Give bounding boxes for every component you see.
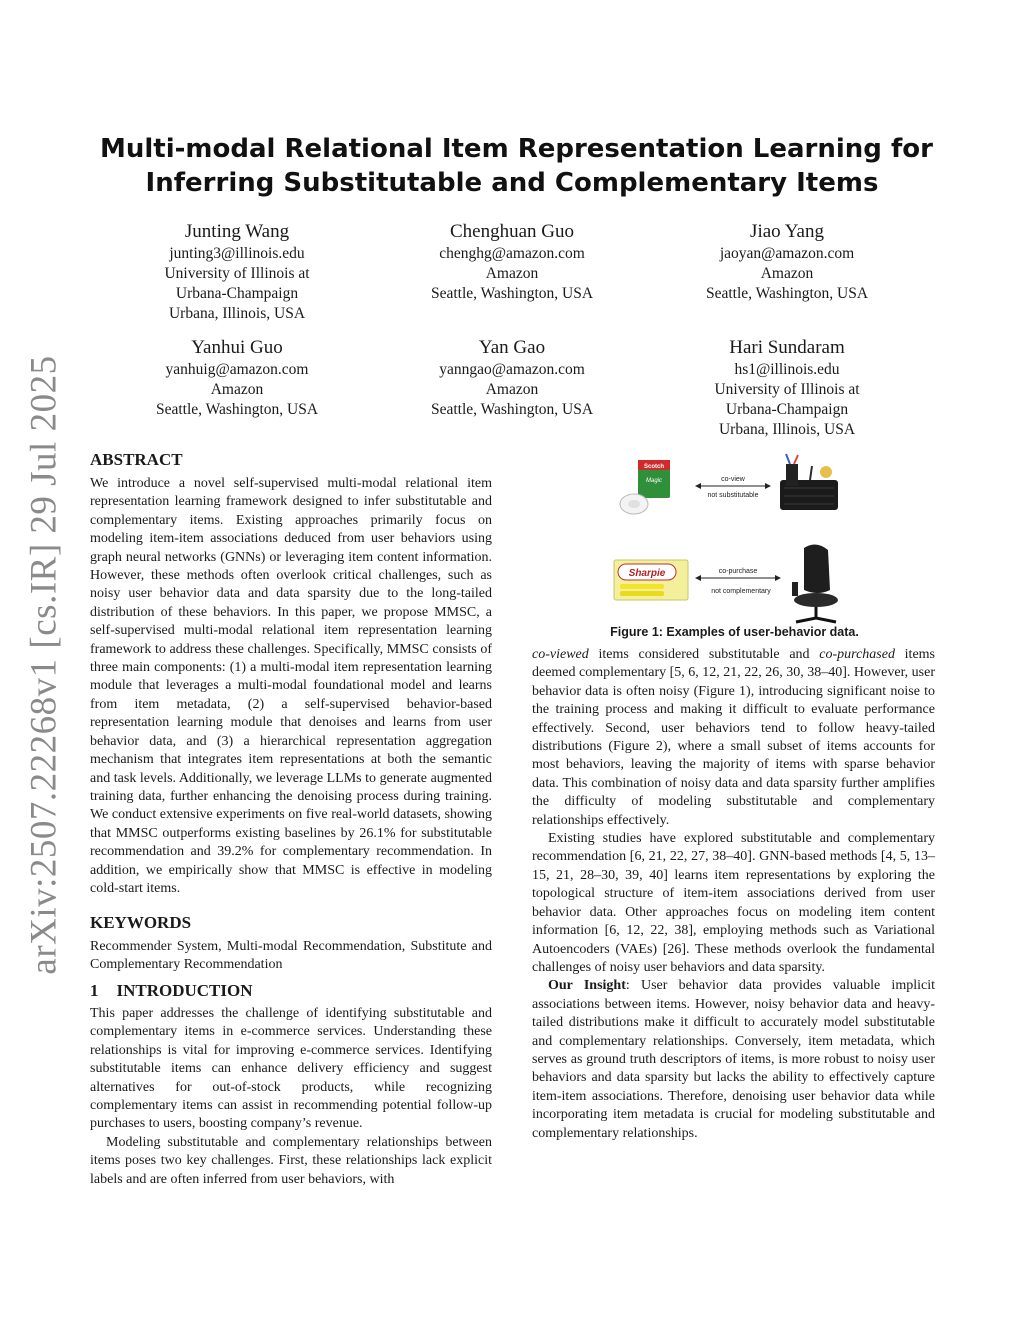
paragraph-text: : User behavior data provides valuable implicit associations between items. However, noisy behavior data and heavy-tailed distributions make it difficult to accurately model substitutable and complementary relationships. Conversely, item metadata, which serves as ground truth descriptors of items, is more robust to noisy user behaviors and data sparsity but lacks the ability to effectively capture item-item associations. Therefore, denoising user behavior data while incorporating item metadata is crucial for modeling substitutable and complementary relationships.	[532, 978, 935, 1141]
abstract-paragraph: We introduce a novel self-supervised multi-modal relational item representation learning framework designed to infer substitutable and complementary items. Existing approaches primarily focus on modeling item-item associations deduced from user behaviors using graph neural networks (GNNs) or leveraging item content information. However, these methods often overlook critical challenges, such as noisy user behavior data and data sparsity due to the long-tailed distribution of these behaviors. In this paper, we propose MMSC, a self-supervised multi-modal relational item representation learning framework to address these challenges. Specifically, MMSC consists of three main components: (1) a multi-modal item representation learning module that leverages a multi-modal foundational model and learns from item metadata, (2) a self-supervised behavior-based representation learning module that denoises and learns from user behavior data, and (3) a hierarchical representation aggregation mechanism that integrates item representations at both the semantic and task levels. Additionally, we leverage LLMs to generate augmented training data, further enhancing the denoising process during training. We conduct extensive experiments on five real-world datasets, showing that MMSC outperforms existing baselines by 26.1% for substitutable recommendation and 39.2% for complementary recommendation. In addition, we empirically show that MMSC is effective in modeling cold-start items.	[90, 476, 492, 896]
paragraph-text: items considered substitutable and	[588, 647, 820, 662]
not-complementary-label: not complementary	[711, 588, 771, 595]
right-column-text	[532, 646, 935, 1143]
author-affiliation: Amazon	[210, 381, 264, 398]
intro-paragraph-1: This paper addresses the challenge of identifying substitutable and complementary items in e-commerce services. Understanding these relationships is vital for improving e-commerce services. Identifying substitutable items can enhance delivery efficiency and suggest alternatives for out-of-stock products, while recognizing complementary items can assist in recommending potential follow-up purchases to users, boosting company’s revenue.	[90, 1006, 492, 1132]
author-affiliation: Amazon	[485, 381, 539, 398]
author-block	[382, 221, 642, 304]
figure-1-caption: Figure 1: Examples of user-behavior data.	[610, 625, 859, 639]
intro-paragraph-2: Modeling substitutable and complementary relationships between items poses two key challenges. First, these relationships lack explicit labels and are often inferred from user behaviors, with	[90, 1134, 492, 1187]
arxiv-identifier-text: arXiv:2507.22268v1 [cs.IR] 29 Jul 2025	[23, 355, 65, 975]
co-purchase-label: co-purchase	[718, 568, 758, 575]
author-affiliation: Amazon	[485, 265, 539, 282]
author-affiliation: Seattle, Washington, USA	[430, 285, 594, 302]
author-name: Chenghuan Guo	[449, 221, 574, 242]
author-affiliation: Urbana, Illinois, USA	[168, 305, 306, 322]
abstract-text	[90, 475, 492, 898]
author-block	[657, 221, 917, 304]
author-block	[382, 337, 642, 420]
section-title: INTRODUCTION	[116, 981, 253, 1000]
paragraph-text: items deemed complementary [5, 6, 12, 21, 22, 26, 30, 38–40]. However, user behavior data is often noisy (Figure 1), introducing significant noise to the training process and making it difficult to evaluate performance effectively. Second, user behaviors tend to follow heavy-tailed distributions (Figure 2), where a small subset of items accounts for most behaviors, leaving the majority of items with sparse behavior data. This combination of noisy data and data sparsity further amplifies the difficulty of modeling substitutable and complementary relationships effectively.	[532, 647, 936, 828]
author-affiliation: Seattle, Washington, USA	[155, 401, 319, 418]
keywords-heading: KEYWORDS	[90, 913, 192, 932]
author-affiliation: University of Illinois at	[714, 381, 860, 398]
author-affiliation: Seattle, Washington, USA	[430, 401, 594, 418]
author-email: yanngao@amazon.com	[439, 361, 585, 378]
highlighter-product-image	[614, 560, 688, 600]
figure-1-graphic	[610, 452, 850, 630]
intro-heading	[90, 981, 253, 1001]
sharpie-label: Sharpie	[628, 568, 666, 579]
desk-organizer-image	[780, 454, 838, 510]
author-email: yanhuig@amazon.com	[165, 361, 309, 378]
author-affiliation: Urbana-Champaign	[175, 285, 299, 302]
co-purchased-term: co-purchased	[819, 647, 895, 662]
intro-paragraph-3	[532, 646, 935, 830]
author-block	[107, 221, 367, 324]
intro-paragraph-5	[532, 977, 935, 1143]
title-line: Multi-modal Relational Item Representation Learning for	[100, 134, 933, 164]
author-affiliation: Seattle, Washington, USA	[705, 285, 869, 302]
author-email: junting3@illinois.edu	[169, 245, 305, 262]
tape-product-image	[620, 460, 670, 514]
intro-paragraph-4: Existing studies have explored substitutable and complementary recommendation [6, 21, 22, 27, 38–40]. GNN-based methods [4, 5, 13–15, 21, 28–30, 39, 40] learns item representations by exploring the topological structure of item-item associations derived from user behavior data. Other approaches focus on modeling item content information [6, 12, 22, 38], employing methods such as Variational Autoencoders (VAEs) [26]. These methods overlook the fundamental challenges of noisy user behaviors and data sparsity.	[532, 831, 935, 975]
keywords-text	[90, 938, 492, 975]
intro-text	[90, 1005, 492, 1189]
author-affiliation: University of Illinois at	[164, 265, 310, 282]
author-block	[657, 337, 917, 440]
author-block	[107, 337, 367, 420]
author-name: Yan Gao	[478, 337, 546, 358]
section-number: 1	[90, 981, 99, 1000]
author-affiliation: Urbana, Illinois, USA	[718, 421, 856, 438]
our-insight-label: Our Insight	[548, 978, 626, 994]
figure-1	[610, 452, 850, 630]
author-email: chenghg@amazon.com	[439, 245, 585, 262]
office-chair-image	[792, 544, 838, 622]
author-name: Yanhui Guo	[191, 337, 283, 358]
author-affiliation: Urbana-Champaign	[725, 401, 849, 418]
co-viewed-term: co-viewed	[532, 647, 589, 662]
arxiv-identifier	[18, 355, 70, 975]
author-name: Jiao Yang	[750, 221, 824, 242]
scotch-label: Scotch	[643, 464, 665, 470]
co-view-label: co-view	[721, 476, 745, 483]
paper-title	[100, 132, 933, 200]
author-email: hs1@illinois.edu	[734, 361, 840, 378]
not-substitutable-label: not substitutable	[707, 492, 759, 499]
author-name: Junting Wang	[184, 221, 290, 242]
author-email: jaoyan@amazon.com	[719, 245, 855, 262]
keywords-paragraph: Recommender System, Multi-modal Recommendation, Substitute and Complementary Recommendation	[90, 939, 492, 973]
magic-label: Magic	[645, 478, 663, 484]
author-name: Hari Sundaram	[729, 337, 845, 358]
author-affiliation: Amazon	[760, 265, 814, 282]
title-line: Inferring Substitutable and Complementary Items	[145, 168, 879, 198]
abstract-heading: ABSTRACT	[90, 450, 183, 469]
